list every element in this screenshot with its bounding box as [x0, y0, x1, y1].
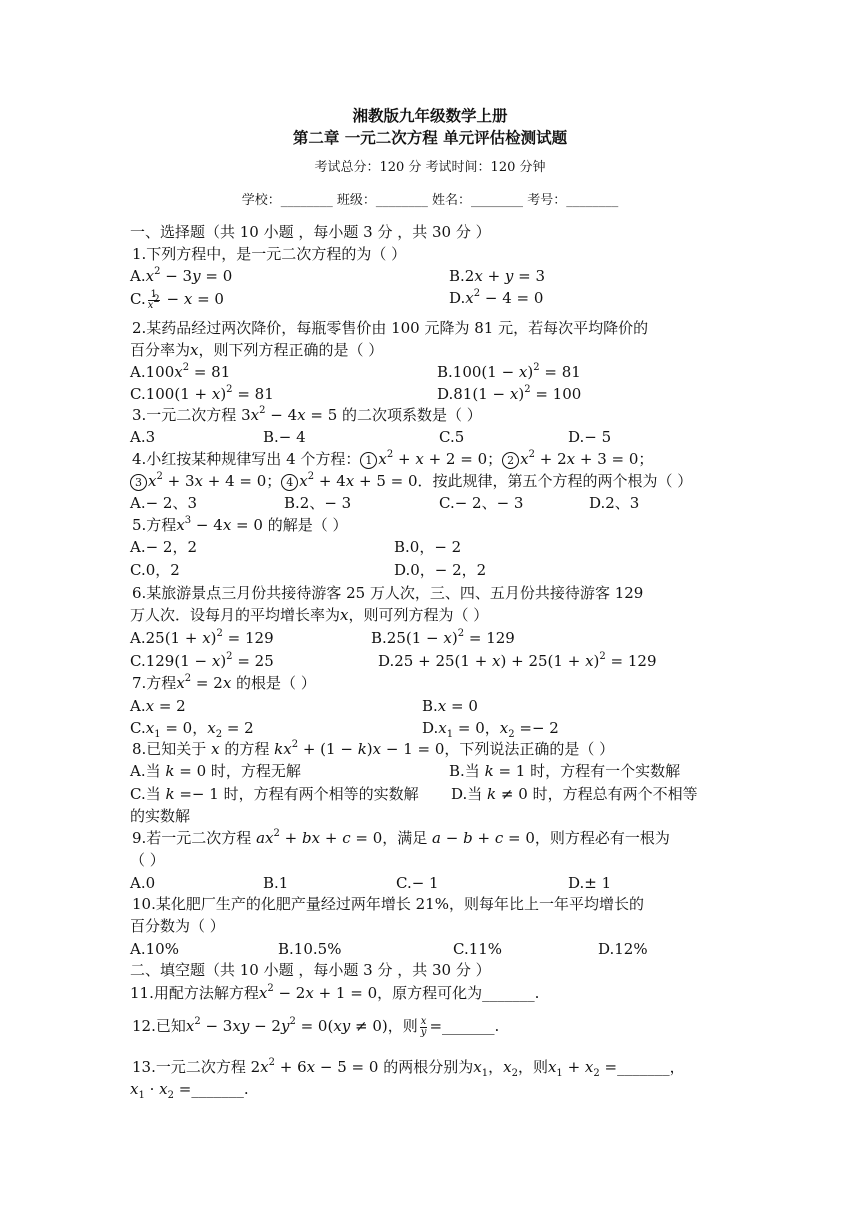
option-1a: $A.x^2 - 3y = 0$ — [130, 266, 233, 285]
option-6c: $C.129(1 - x)^2 = 25$ — [130, 651, 274, 670]
option-2c: $C.100(1 + x)^2 = 81$ — [130, 384, 274, 403]
option-6d: $D.25 + 25(1 + x) + 25(1 + x)^2 = 129$ — [378, 651, 657, 670]
section-heading-fill: 二、填空题（共 10 小题 ，每小题 3 分 ，共 30 分 ） — [130, 961, 491, 979]
option-10c: C.11% — [453, 940, 503, 958]
option-8c: C.当 k =− 1 时，方程有两个相等的实数解 — [130, 785, 419, 803]
option-3d: D.− 5 — [568, 428, 612, 446]
option-7c: $C.x_1 = 0$，$x_2 = 2$ — [130, 719, 254, 740]
exam-info: 考试总分：120 分 考试时间：120 分钟 — [314, 160, 546, 175]
question-7: 7.方程$x^2 = 2x$ 的根是（ ） — [132, 673, 316, 692]
option-4d: D.2、3 — [589, 494, 640, 512]
option-2b: $B.100(1 - x)^2 = 81$ — [437, 362, 581, 381]
option-2a: $A.100x^2 = 81$ — [130, 362, 231, 381]
question-9-paren: （ ） — [130, 851, 165, 869]
option-10a: A.10% — [130, 940, 179, 958]
option-7b: B.x = 0 — [422, 697, 478, 715]
option-5b: B.0，− 2 — [394, 538, 462, 556]
question-2-line1: 2.某药品经过两次降价，每瓶零售价由 100 元降为 81 元，若每次平均降价的 — [132, 319, 649, 337]
option-10d: D.12% — [598, 940, 648, 958]
option-8a: A.当 k = 0 时，方程无解 — [130, 762, 301, 780]
question-12: 12.已知$x^2 - 3xy - 2y^2 = 0(xy \ne 0)$，则 $\frac{x}{y}$ =_______. — [132, 1015, 500, 1038]
option-3c: C.5 — [439, 428, 465, 446]
option-8b: B.当 k = 1 时，方程有一个实数解 — [449, 762, 681, 780]
question-13-line2: $x_1 \cdot x_2$ =_______. — [130, 1080, 249, 1101]
question-11: 11.用配方法解方程$x^2 - 2x + 1 = 0$，原方程可化为_______. — [130, 983, 540, 1002]
question-13-line1: 13.一元二次方程 $2x^2 + 6x - 5 = 0$ 的两根分别为$x_1$，$x_2$，则$x_1 + x_2$ =_______， — [132, 1057, 685, 1079]
option-7d: $D.x_1 = 0$，$x_2 =- 2$ — [422, 719, 559, 740]
question-6-line2: 万人次．设每月的平均增长率为x，则可列方程为（ ） — [130, 606, 489, 624]
option-6b: $B.25(1 - x)^2 = 129$ — [371, 628, 515, 647]
question-8: 8.已知关于 x 的方程 $kx^2 + (1 - k)x - 1 = 0$，下列说法正确的是（ ） — [132, 739, 615, 758]
paper-subtitle: 第二章 一元二次方程 单元评估检测试题 — [292, 128, 568, 147]
option-9a: A.0 — [130, 874, 156, 892]
question-10-line2: 百分数为（ ） — [130, 917, 225, 935]
question-1: 1.下列方程中，是一元二次方程的为（ ） — [132, 245, 407, 263]
option-2d: $D.81(1 - x)^2 = 100$ — [437, 384, 582, 403]
option-1c: C. $\frac{1}{x^2}$ − x = 0 — [130, 288, 224, 311]
option-8d-continued: 的实数解 — [130, 807, 191, 825]
option-4b: B.2、− 3 — [284, 494, 352, 512]
option-3b: B.− 4 — [263, 428, 306, 446]
option-9d: D.± 1 — [568, 874, 612, 892]
student-info: 学校：________ 班级：________ 姓名：________ 考号：________ — [241, 193, 619, 208]
question-10-line1: 10.某化肥厂生产的化肥产量经过两年增长 21%，则每年比上一年平均增长的 — [132, 895, 644, 913]
option-5d: D.0，− 2，2 — [394, 561, 487, 579]
option-1d: $D.x^2 - 4 = 0$ — [449, 288, 544, 307]
option-3a: A.3 — [130, 428, 156, 446]
section-heading-choice: 一、选择题（共 10 小题 ，每小题 3 分 ，共 30 分 ） — [130, 223, 491, 241]
option-7a: A.x = 2 — [130, 697, 186, 715]
question-4-line2: 3 $x^2 + 3x + 4 = 0$； 4 $x^2 + 4x + 5 = 0$．按此规律，第五个方程的两个根为（ ） — [130, 471, 692, 491]
option-5a: A.− 2，2 — [130, 538, 198, 556]
option-4a: A.− 2、3 — [130, 494, 198, 512]
option-8d: D.当 k ≠ 0 时，方程总有两个不相等 — [451, 785, 698, 803]
question-4-line1: 4.小红按某种规律写出 4 个方程： 1 $x^2 + x + 2 = 0$； 2 $x^2 + 2x + 3 = 0$； — [132, 449, 654, 468]
option-5c: C.0，2 — [130, 561, 180, 579]
option-6a: $A.25(1 + x)^2 = 129$ — [130, 628, 274, 647]
question-6-line1: 6.某旅游景点三月份共接待游客 25 万人次，三、四、五月份共接待游客 129 — [132, 584, 644, 602]
paper-title: 湘教版九年级数学上册 — [352, 106, 508, 125]
question-3: 3.一元二次方程 $3x^2 - 4x = 5$ 的二次项系数是（ ） — [132, 405, 482, 424]
question-9: 9.若一元二次方程 $ax^2$ + bx + c = 0，满足 a − b + c = 0，则方程必有一根为 — [132, 828, 670, 847]
option-9c: C.− 1 — [396, 874, 439, 892]
option-10b: B.10.5% — [278, 940, 342, 958]
option-4c: C.− 2、− 3 — [439, 494, 524, 512]
question-5: 5.方程$x^3 - 4x = 0$ 的解是（ ） — [132, 515, 348, 534]
option-1b: B.2x + y = 3 — [449, 267, 546, 285]
question-2-line2: 百分率为x，则下列方程正确的是（ ） — [130, 341, 384, 359]
option-9b: B.1 — [263, 874, 289, 892]
